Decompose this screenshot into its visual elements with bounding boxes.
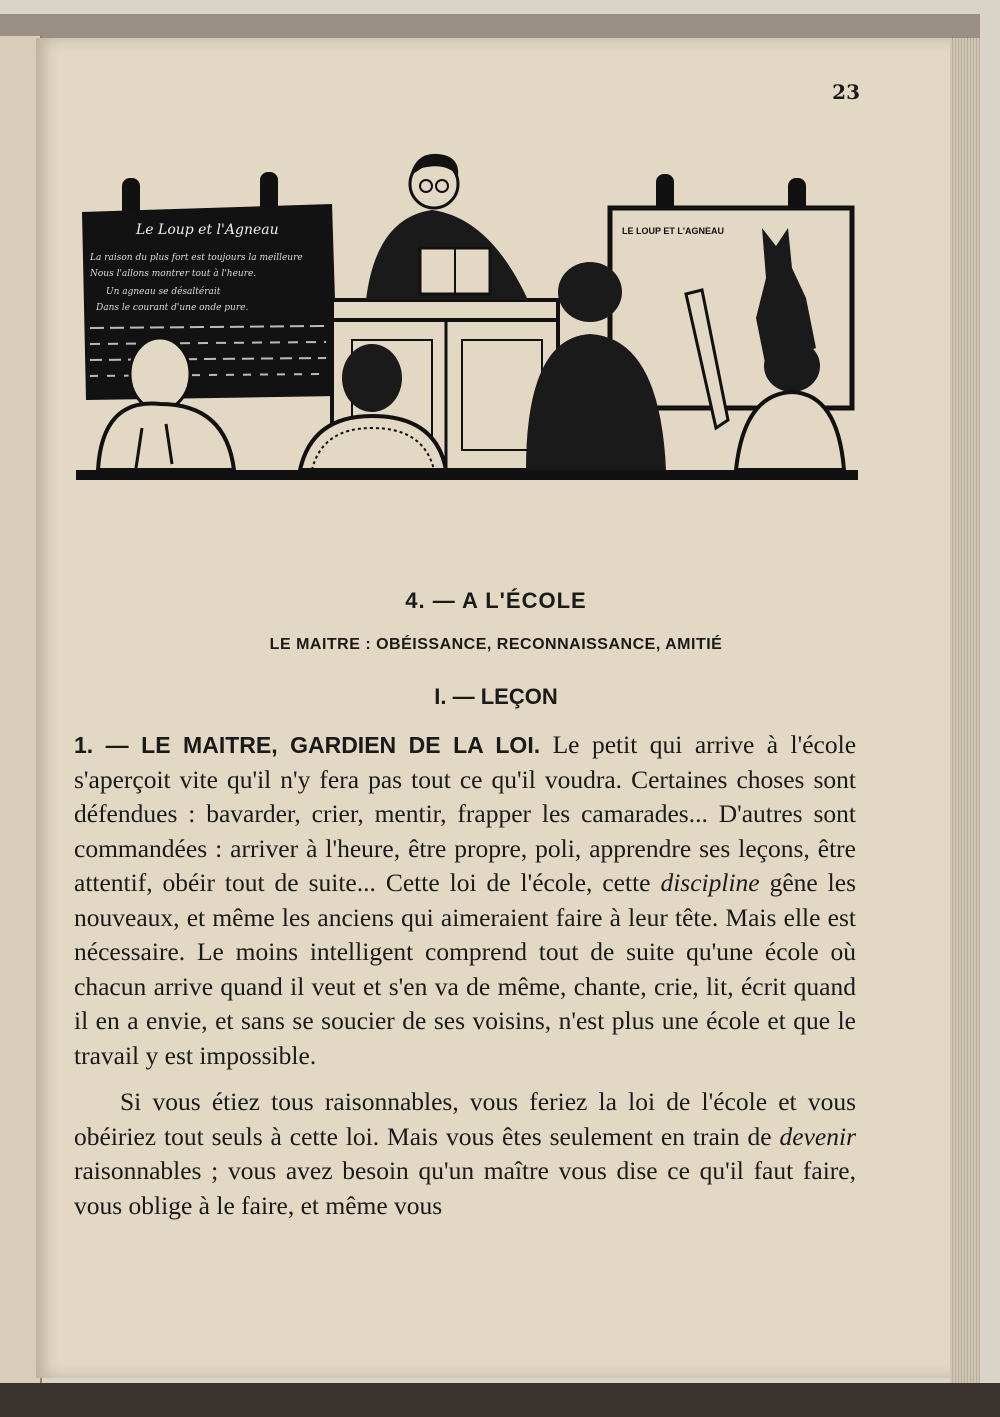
board-line: La raison du plus fort est toujours la meilleure [90, 253, 303, 263]
paragraph-text: Le petit qui arrive à l'école s'aperçoit vite qu'il n'y fera pas tout ce qu'il voudra. Certaines choses sont défendues : bavarder, crier, mentir, frapper les camarades... D'autres sont commandées : arriver à l'heure, être propre, poli, apprendre ses leçons, être attentif, obéir tout de suite... Cette loi de l'école, cette [74, 730, 857, 897]
chapter-subtitle: LE MAITRE : OBÉISSANCE, RECONNAISSANCE, AMITIÉ [269, 636, 723, 653]
board-line: Nous l'allons montrer tout à l'heure. [90, 269, 257, 279]
board-title: Le Loup et l'Agneau [136, 222, 279, 238]
emphasis-devenir: devenir [779, 1121, 856, 1151]
right-board-label: LE LOUP ET L'AGNEAU [622, 226, 724, 236]
board-line: Dans le courant d'une onde pure. [96, 303, 249, 313]
page-edges [950, 38, 980, 1383]
emphasis-discipline: discipline [660, 868, 760, 897]
left-blackboard [82, 204, 338, 400]
paragraph-1 [74, 728, 856, 1073]
book-bottom-edge [0, 1383, 1000, 1417]
body-text [74, 728, 856, 1223]
paragraph-2 [74, 1085, 856, 1223]
book-top-edge [0, 14, 980, 40]
page-number: 23 [832, 80, 860, 104]
paragraph-text: Si vous étiez tous raisonnables, vous feriez la loi de l'école et vous obéiriez tout seuls à cette loi. Mais vous êtes seulement en train de [74, 1087, 856, 1151]
chapter-title: 4. — A L'ÉCOLE [405, 588, 587, 613]
section-title: I. — LEÇON [434, 684, 558, 709]
classroom-illustration [76, 148, 858, 488]
paragraph-text: raisonnables ; vous avez besoin qu'un maître vous dise ce qu'il faut faire, vous oblige à le faire, et même vous [74, 1156, 856, 1220]
paragraph-text: gêne les nouveaux, et même les anciens qui aimeraient faire à leur tête. Mais elle est nécessaire. Le moins intelligent comprend tout de suite qu'une école où chacun arrive quand il veut et s'en va de même, chante, crie, lit, écrit quand il en a envie, et sans se soucier de ses voisins, n'est plus une école et que le travail y est impossible. [74, 868, 857, 1070]
teacher-figure [366, 154, 528, 300]
board-line: Un agneau se désaltérait [106, 287, 221, 297]
paragraph-lead: 1. — LE MAITRE, GARDIEN DE LA LOI. [74, 732, 541, 758]
